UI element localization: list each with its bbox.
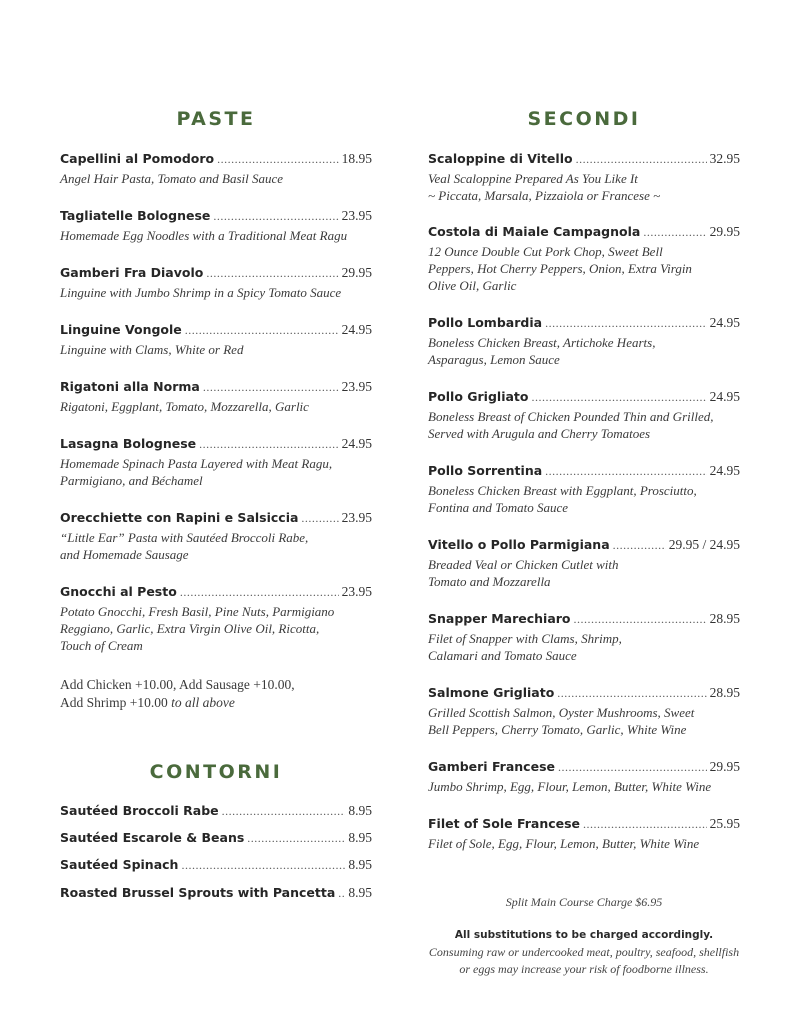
item-name: Sautéed Spinach xyxy=(60,857,179,872)
item-name: Roasted Brussel Sprouts with Pancetta xyxy=(60,885,336,900)
item-name: Filet of Sole Francese xyxy=(428,816,581,831)
item-price: 8.95 xyxy=(348,857,372,872)
menu-item xyxy=(428,463,740,516)
leader-dots xyxy=(203,380,339,395)
item-description: 12 Ounce Double Cut Pork Chop, Sweet Bell Peppers, Hot Cherry Peppers, Onion, Extra Virgin Olive Oil, Garlic xyxy=(428,244,692,293)
menu-item xyxy=(428,816,740,852)
item-description: Homemade Spinach Pasta Layered with Meat Ragu, Parmigiano, and Béchamel xyxy=(60,456,333,488)
menu-item xyxy=(428,389,740,442)
item-name: Costola di Maiale Campagnola xyxy=(428,224,641,239)
item-price: 24.95 xyxy=(709,315,740,330)
menu-item xyxy=(60,510,372,563)
leader-dots xyxy=(217,152,338,167)
substitutions-note: All substitutions to be charged accordingly. xyxy=(454,929,714,941)
item-name: Rigatoni alla Norma xyxy=(60,379,200,394)
item-price: 28.95 xyxy=(709,685,740,700)
item-price: 29.95 / 24.95 xyxy=(668,537,740,552)
item-price: 18.95 xyxy=(341,151,372,166)
split-charge-note: Split Main Course Charge $6.95 xyxy=(505,895,663,909)
leader-dots xyxy=(180,585,339,600)
menu-item xyxy=(60,857,372,873)
item-price: 24.95 xyxy=(709,389,740,404)
item-description: Boneless Chicken Breast with Eggplant, Prosciutto, Fontina and Tomato Sauce xyxy=(428,483,697,515)
item-price: 23.95 xyxy=(341,510,372,525)
item-price: 24.95 xyxy=(709,463,740,478)
leader-dots xyxy=(545,464,706,479)
item-description: Breaded Veal or Chicken Cutlet with Tomato and Mozzarella xyxy=(428,557,619,589)
item-name: Tagliatelle Bolognese xyxy=(60,208,211,223)
menu-item xyxy=(428,537,740,590)
item-name: Snapper Marechiaro xyxy=(428,611,571,626)
item-description: Veal Scaloppine Prepared As You Like It ~ Piccata, Marsala, Pizzaiola or Francese ~ xyxy=(428,171,661,203)
leader-dots xyxy=(206,266,338,281)
leader-dots xyxy=(574,612,707,627)
menu-item xyxy=(428,224,740,294)
item-description: Filet of Snapper with Clams, Shrimp, Calamari and Tomato Sauce xyxy=(428,631,622,663)
leader-dots xyxy=(545,316,707,331)
leader-dots xyxy=(583,817,707,832)
menu-item xyxy=(428,611,740,664)
menu-item xyxy=(60,265,372,301)
item-name: Orecchiette con Rapini e Salsiccia xyxy=(60,510,299,525)
item-name: Gamberi Francese xyxy=(428,759,555,774)
leader-dots xyxy=(557,686,706,701)
item-description: Jumbo Shrimp, Egg, Flour, Lemon, Butter, White Wine xyxy=(428,779,712,794)
menu-item xyxy=(60,584,372,654)
leader-dots xyxy=(222,804,346,819)
item-description: Boneless Chicken Breast, Artichoke Hearts, Asparagus, Lemon Sauce xyxy=(428,335,656,367)
leader-dots xyxy=(247,831,345,846)
item-price: 24.95 xyxy=(341,322,372,337)
item-price: 8.95 xyxy=(348,830,372,845)
menu-item xyxy=(60,436,372,489)
paste-heading: PASTE xyxy=(176,108,256,130)
item-price: 25.95 xyxy=(709,816,740,831)
menu-item xyxy=(428,151,740,204)
item-price: 23.95 xyxy=(341,208,372,223)
item-name: Sautéed Broccoli Rabe xyxy=(60,803,219,818)
leader-dots xyxy=(576,152,707,167)
item-price: 29.95 xyxy=(341,265,372,280)
menu-item xyxy=(428,759,740,795)
leader-dots xyxy=(338,886,345,901)
leader-dots xyxy=(213,209,338,224)
menu-item xyxy=(60,322,372,358)
item-name: Vitello o Pollo Parmigiana xyxy=(428,537,610,552)
leader-dots xyxy=(199,437,338,452)
item-description: Boneless Breast of Chicken Pounded Thin and Grilled, Served with Arugula and Cherry Tomatoes xyxy=(428,409,714,441)
item-name: Gnocchi al Pesto xyxy=(60,584,177,599)
item-name: Pollo Sorrentina xyxy=(428,463,543,478)
leader-dots xyxy=(185,323,339,338)
item-description: Rigatoni, Eggplant, Tomato, Mozzarella, Garlic xyxy=(60,399,309,414)
item-price: 28.95 xyxy=(709,611,740,626)
item-description: Grilled Scottish Salmon, Oyster Mushrooms, Sweet Bell Peppers, Cherry Tomato, Garlic, White Wine xyxy=(428,705,695,737)
item-name: Lasagna Bolognese xyxy=(60,436,197,451)
leader-dots xyxy=(301,511,338,526)
item-name: Pollo Grigliato xyxy=(428,389,529,404)
leader-dots xyxy=(181,858,345,873)
menu-item xyxy=(60,885,372,901)
item-name: Pollo Lombardia xyxy=(428,315,543,330)
item-name: Capellini al Pomodoro xyxy=(60,151,215,166)
leader-dots xyxy=(613,538,666,553)
menu-item xyxy=(60,830,372,846)
item-description: Potato Gnocchi, Fresh Basil, Pine Nuts, Parmigiano Reggiano, Garlic, Extra Virgin Olive Oil, Ricotta, Touch of Cream xyxy=(60,604,335,653)
item-name: Scaloppine di Vitello xyxy=(428,151,573,166)
item-description: “Little Ear” Pasta with Sautéed Broccoli Rabe, and Homemade Sausage xyxy=(60,530,309,562)
item-name: Linguine Vongole xyxy=(60,322,182,337)
menu-item xyxy=(60,803,372,819)
menu-item xyxy=(428,685,740,738)
item-description: Linguine with Clams, White or Red xyxy=(60,342,244,357)
item-description: Angel Hair Pasta, Tomato and Basil Sauce xyxy=(60,171,284,186)
secondi-heading: SECONDI xyxy=(527,108,641,130)
menu-item xyxy=(60,208,372,244)
item-description: Linguine with Jumbo Shrimp in a Spicy Tomato Sauce xyxy=(60,285,342,300)
menu-item xyxy=(60,379,372,415)
item-description: Filet of Sole, Egg, Flour, Lemon, Butter, White Wine xyxy=(428,836,700,851)
leader-dots xyxy=(558,760,707,775)
item-price: 29.95 xyxy=(709,224,740,239)
item-price: 8.95 xyxy=(348,803,372,818)
contorni-heading: CONTORNI xyxy=(149,761,283,783)
item-price: 8.95 xyxy=(348,885,372,900)
pasta-addons-note: Add Chicken +10.00, Add Sausage +10.00, Add Shrimp +10.00 to all above xyxy=(60,677,295,710)
item-description: Homemade Egg Noodles with a Traditional Meat Ragu xyxy=(60,228,348,243)
leader-dots xyxy=(643,225,706,240)
item-name: Sautéed Escarole & Beans xyxy=(60,830,245,845)
item-price: 32.95 xyxy=(709,151,740,166)
menu-item xyxy=(60,151,372,187)
leader-dots xyxy=(531,390,706,405)
menu-item xyxy=(428,315,740,368)
item-price: 23.95 xyxy=(341,379,372,394)
item-name: Gamberi Fra Diavolo xyxy=(60,265,204,280)
item-price: 29.95 xyxy=(709,759,740,774)
item-price: 23.95 xyxy=(341,584,372,599)
item-name: Salmone Grigliato xyxy=(428,685,555,700)
consumer-warning: Consuming raw or undercooked meat, poultry, seafood, shellfish or eggs may increase your risk of foodborne illness. xyxy=(428,945,740,976)
item-price: 24.95 xyxy=(341,436,372,451)
